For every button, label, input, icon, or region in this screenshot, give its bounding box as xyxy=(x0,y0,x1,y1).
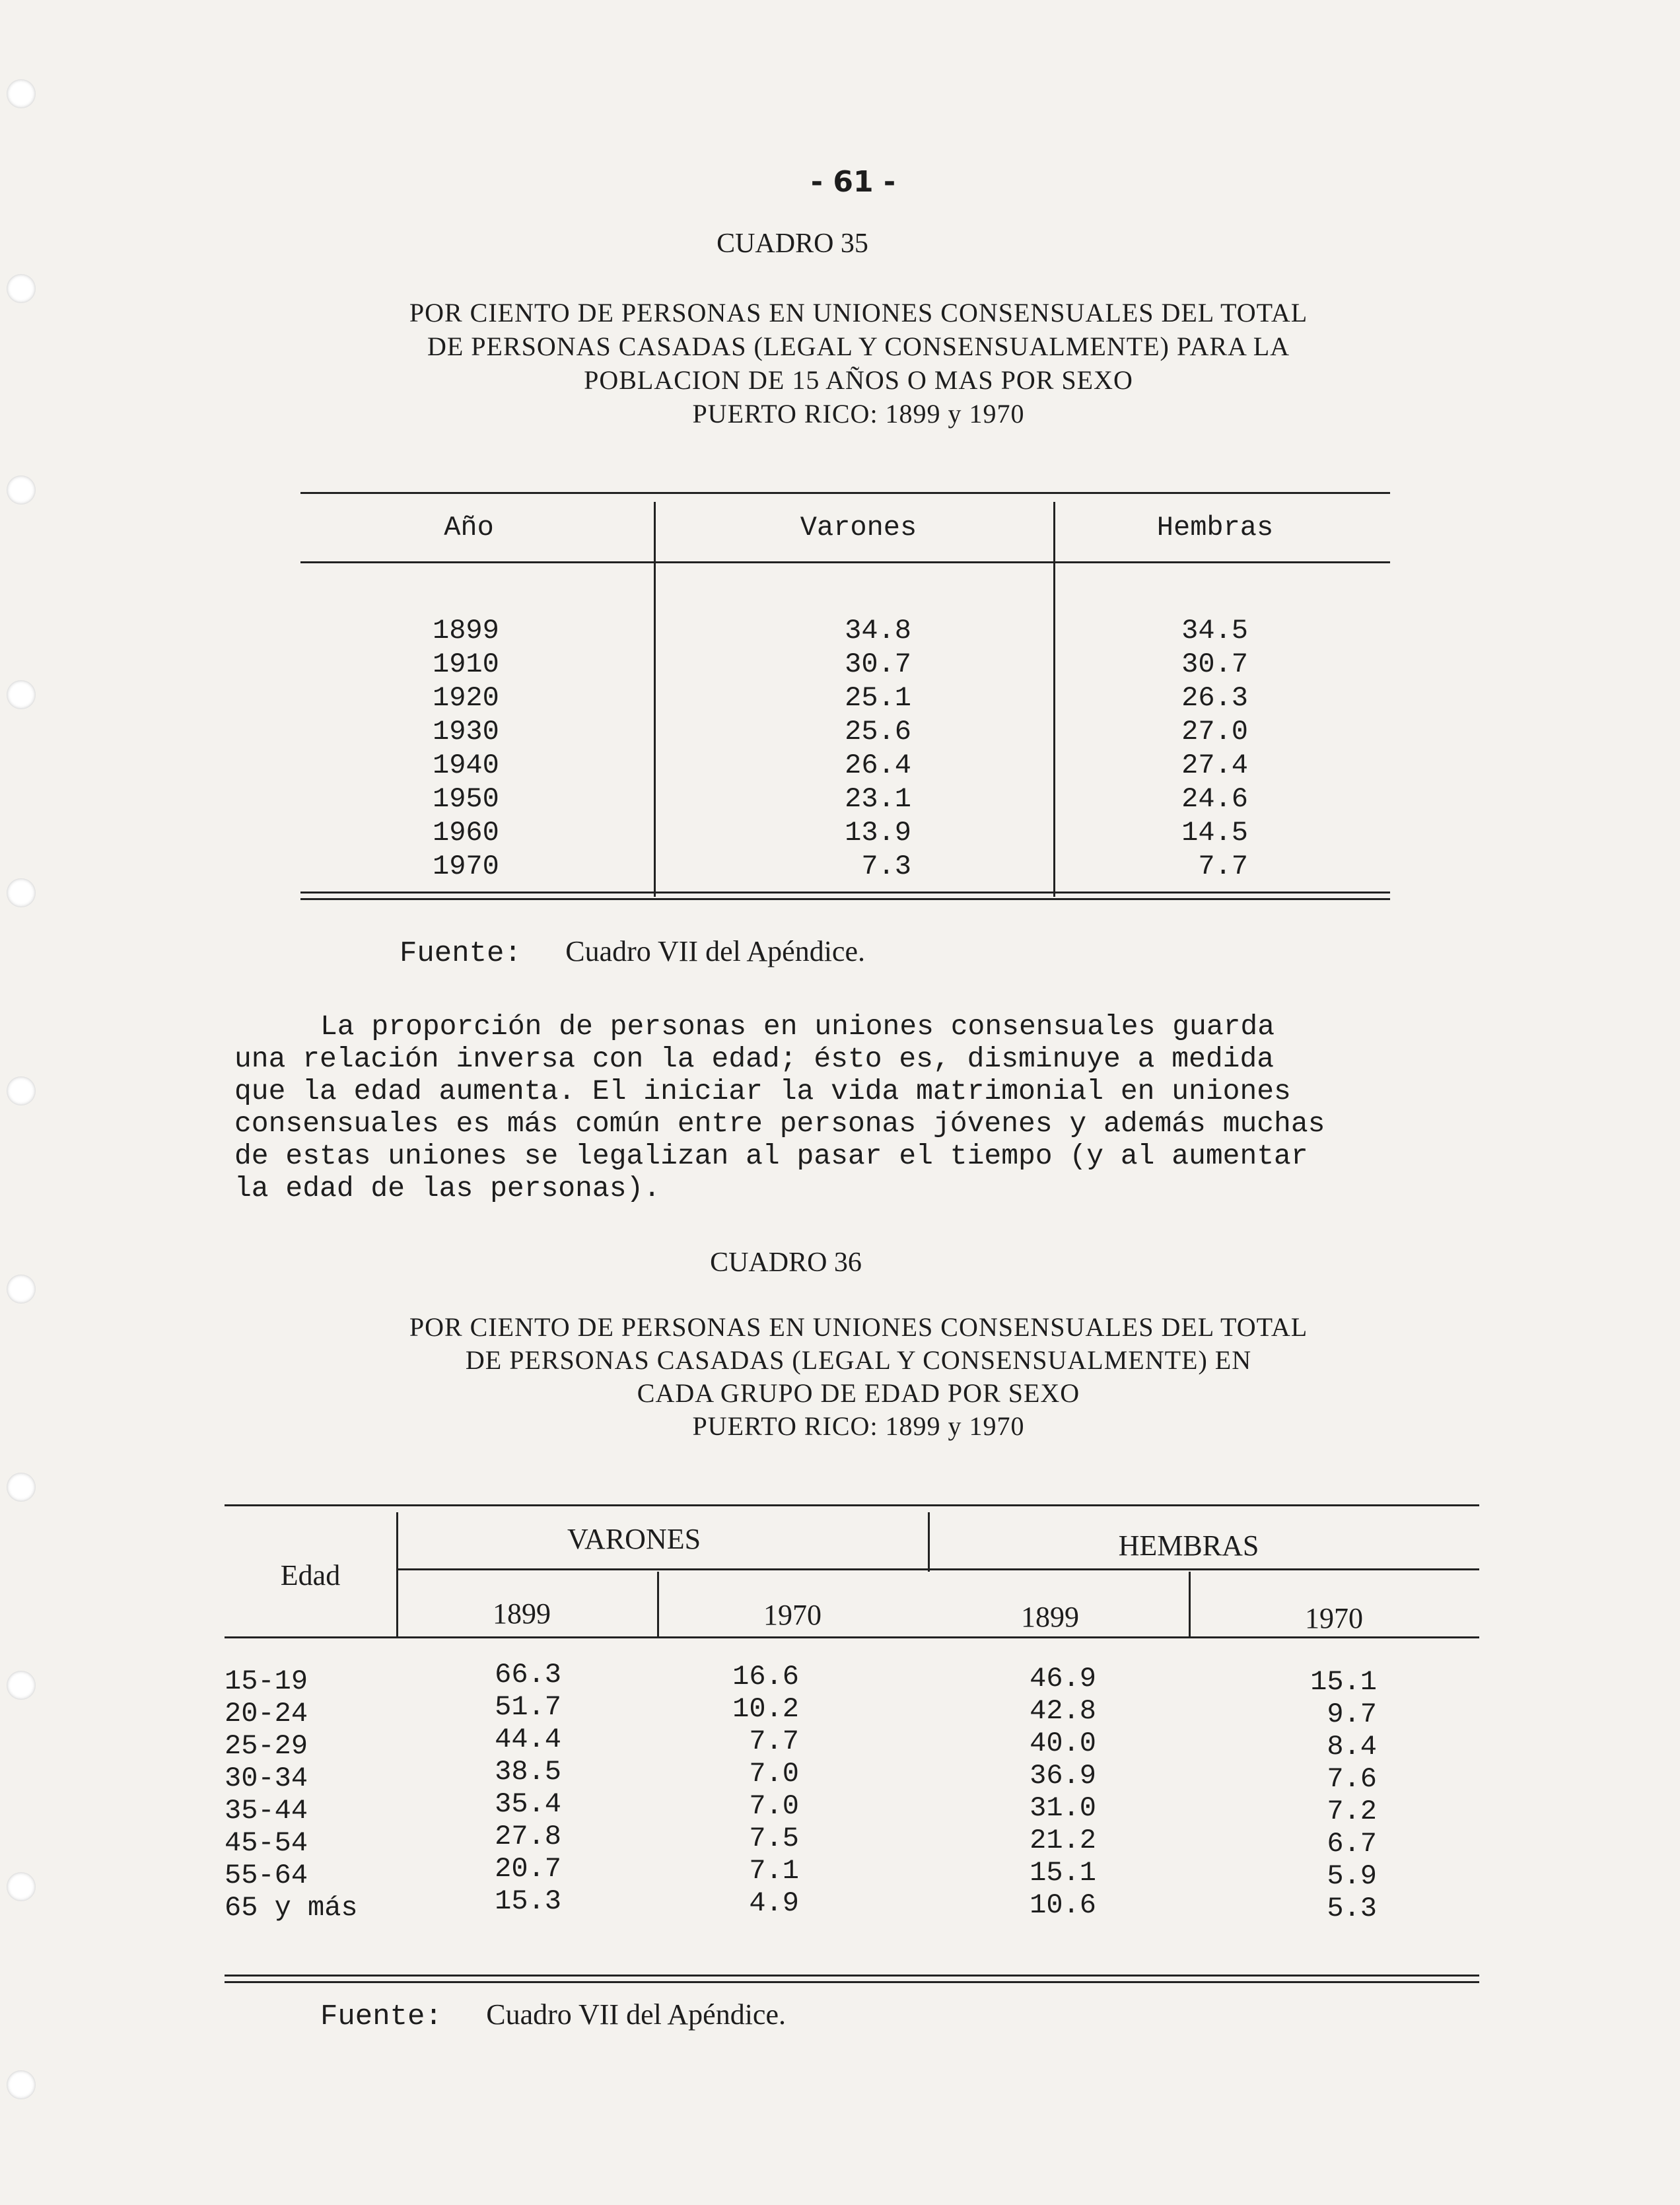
value-cell: 15.3 xyxy=(495,1885,561,1917)
paragraph-line: una relación inversa con la edad; ésto es, disminuye a medida xyxy=(234,1043,1275,1075)
value-cell: 7.7 xyxy=(749,1726,799,1757)
source-label: Fuente: xyxy=(320,2000,442,2033)
age-cell: 65 y más xyxy=(225,1892,358,1924)
paragraph-line: consensuales es más común entre personas jóvenes y además muchas xyxy=(234,1107,1325,1140)
value-cell: 36.9 xyxy=(1030,1760,1096,1792)
value-cell: 4.9 xyxy=(749,1887,799,1919)
column-divider xyxy=(396,1512,398,1638)
year-column xyxy=(433,614,499,884)
age-cell: 55-64 xyxy=(225,1860,308,1891)
value-cell: 35.4 xyxy=(495,1788,561,1820)
year-cell: 1960 xyxy=(433,817,499,849)
value-cell: 5.3 xyxy=(1327,1893,1377,1924)
table-rule xyxy=(300,561,1390,563)
header-year: 1899 xyxy=(1021,1601,1079,1633)
table-rule xyxy=(225,1504,1479,1506)
age-cell: 30-34 xyxy=(225,1763,308,1794)
table-rule xyxy=(300,892,1390,893)
year-cell: 1920 xyxy=(433,682,499,714)
binder-hole xyxy=(7,1872,36,1901)
value-cell: 26.3 xyxy=(1181,682,1248,714)
value-cell: 15.1 xyxy=(1310,1666,1377,1698)
title-line: POR CIENTO DE PERSONAS EN UNIONES CONSENSUALES DEL TOTAL xyxy=(409,298,1308,328)
title-line: DE PERSONAS CASADAS (LEGAL Y CONSENSUALMENTE) PARA LA xyxy=(427,332,1290,361)
value-cell: 27.4 xyxy=(1181,750,1248,781)
value-cell: 6.7 xyxy=(1327,1828,1377,1860)
hembras-1970-column xyxy=(1278,1666,1377,1925)
value-cell: 51.7 xyxy=(495,1691,561,1723)
header-edad: Edad xyxy=(280,1559,341,1592)
year-cell: 1940 xyxy=(433,750,499,781)
value-cell: 25.1 xyxy=(845,682,911,714)
table-rule xyxy=(225,1975,1479,1977)
header-year: 1899 xyxy=(493,1597,551,1630)
binder-hole xyxy=(7,475,36,505)
binder-hole xyxy=(7,1671,36,1700)
binder-hole xyxy=(7,79,36,108)
column-divider xyxy=(654,502,656,897)
value-cell: 15.1 xyxy=(1030,1857,1096,1889)
column-divider xyxy=(657,1572,659,1638)
binder-hole xyxy=(7,1473,36,1502)
hembras-1899-column xyxy=(991,1663,1096,1922)
value-cell: 31.0 xyxy=(1030,1792,1096,1824)
binder-hole xyxy=(7,1275,36,1304)
table36-title xyxy=(264,1311,1453,1443)
varones-1899-column xyxy=(456,1659,561,1918)
age-cell: 25-29 xyxy=(225,1730,308,1762)
value-cell: 16.6 xyxy=(732,1661,799,1693)
body-paragraph xyxy=(234,1010,1522,1205)
binder-hole xyxy=(7,878,36,907)
table35-label: CUADRO 35 xyxy=(717,228,868,259)
value-cell: 7.2 xyxy=(1327,1796,1377,1827)
hembras-column xyxy=(1149,614,1248,884)
column-divider xyxy=(1053,502,1055,897)
age-cell: 35-44 xyxy=(225,1795,308,1827)
value-cell: 40.0 xyxy=(1030,1728,1096,1759)
value-cell: 25.6 xyxy=(845,716,911,748)
column-divider xyxy=(1189,1572,1191,1638)
value-cell: 10.6 xyxy=(1030,1889,1096,1921)
paragraph-line: de estas uniones se legalizan al pasar el tiempo (y al aumentar xyxy=(234,1140,1308,1172)
varones-1970-column xyxy=(700,1661,799,1920)
header-hembras: Hembras xyxy=(1156,512,1274,543)
value-cell: 7.1 xyxy=(749,1855,799,1887)
source-text: Cuadro VII del Apéndice. xyxy=(565,935,865,967)
value-cell: 20.7 xyxy=(495,1853,561,1885)
value-cell: 13.9 xyxy=(845,817,911,849)
binder-hole xyxy=(7,274,36,303)
year-cell: 1899 xyxy=(433,615,499,647)
title-line: POR CIENTO DE PERSONAS EN UNIONES CONSENSUALES DEL TOTAL xyxy=(409,1312,1308,1342)
header-ano: Año xyxy=(444,512,494,543)
year-cell: 1910 xyxy=(433,648,499,680)
table-rule xyxy=(300,492,1390,494)
binder-hole xyxy=(7,2070,36,2099)
page-number: - 61 - xyxy=(810,165,896,199)
value-cell: 34.5 xyxy=(1181,615,1248,647)
source-label: Fuente: xyxy=(400,937,522,970)
title-line: CADA GRUPO DE EDAD POR SEXO xyxy=(637,1378,1080,1408)
table36-source xyxy=(320,1998,786,2033)
value-cell: 23.1 xyxy=(845,783,911,815)
value-cell: 42.8 xyxy=(1030,1695,1096,1727)
value-cell: 30.7 xyxy=(1181,648,1248,680)
value-cell: 21.2 xyxy=(1030,1825,1096,1856)
table36-label: CUADRO 36 xyxy=(710,1247,862,1278)
value-cell: 14.5 xyxy=(1181,817,1248,849)
value-cell: 38.5 xyxy=(495,1756,561,1788)
value-cell: 10.2 xyxy=(732,1693,799,1725)
paragraph-line: que la edad aumenta. El iniciar la vida matrimonial en uniones xyxy=(234,1075,1291,1107)
age-cell: 15-19 xyxy=(225,1665,308,1697)
header-hembras: HEMBRAS xyxy=(1118,1529,1259,1562)
value-cell: 7.0 xyxy=(749,1790,799,1822)
value-cell: 8.4 xyxy=(1327,1731,1377,1763)
binder-hole xyxy=(7,1076,36,1105)
binder-hole xyxy=(7,680,36,709)
value-cell: 26.4 xyxy=(845,750,911,781)
column-divider xyxy=(928,1512,930,1572)
value-cell: 30.7 xyxy=(845,648,911,680)
title-line: DE PERSONAS CASADAS (LEGAL Y CONSENSUALMENTE) EN xyxy=(465,1345,1252,1375)
value-cell: 9.7 xyxy=(1327,1698,1377,1730)
value-cell: 44.4 xyxy=(495,1724,561,1755)
year-cell: 1950 xyxy=(433,783,499,815)
table-rule xyxy=(300,898,1390,900)
value-cell: 7.7 xyxy=(1198,851,1248,882)
value-cell: 27.0 xyxy=(1181,716,1248,748)
header-year: 1970 xyxy=(763,1599,822,1631)
table-rule xyxy=(225,1636,1479,1638)
title-line: POBLACION DE 15 AÑOS O MAS POR SEXO xyxy=(584,365,1133,395)
value-cell: 5.9 xyxy=(1327,1860,1377,1892)
table35-title xyxy=(277,296,1440,431)
value-cell: 7.3 xyxy=(861,851,911,882)
year-cell: 1930 xyxy=(433,716,499,748)
table-rule xyxy=(225,1981,1479,1983)
header-varones: VARONES xyxy=(567,1523,701,1555)
paragraph-line: la edad de las personas). xyxy=(234,1172,661,1205)
value-cell: 66.3 xyxy=(495,1659,561,1691)
source-text: Cuadro VII del Apéndice. xyxy=(486,1998,786,2031)
value-cell: 46.9 xyxy=(1030,1663,1096,1695)
header-varones: Varones xyxy=(800,512,917,543)
title-line: PUERTO RICO: 1899 y 1970 xyxy=(692,399,1025,429)
age-cell: 20-24 xyxy=(225,1698,308,1730)
value-cell: 7.6 xyxy=(1327,1763,1377,1795)
year-cell: 1970 xyxy=(433,851,499,882)
title-line: PUERTO RICO: 1899 y 1970 xyxy=(692,1411,1025,1441)
header-year: 1970 xyxy=(1305,1602,1363,1634)
table35-source xyxy=(400,934,865,970)
value-cell: 34.8 xyxy=(845,615,911,647)
paragraph-line: La proporción de personas en uniones consensuales guarda xyxy=(320,1010,1275,1043)
value-cell: 7.0 xyxy=(749,1758,799,1790)
age-cell: 45-54 xyxy=(225,1827,308,1859)
value-cell: 24.6 xyxy=(1181,783,1248,815)
age-column xyxy=(225,1665,358,1924)
value-cell: 7.5 xyxy=(749,1823,799,1854)
varones-column xyxy=(812,614,911,884)
value-cell: 27.8 xyxy=(495,1821,561,1852)
table-rule xyxy=(396,1568,1479,1570)
